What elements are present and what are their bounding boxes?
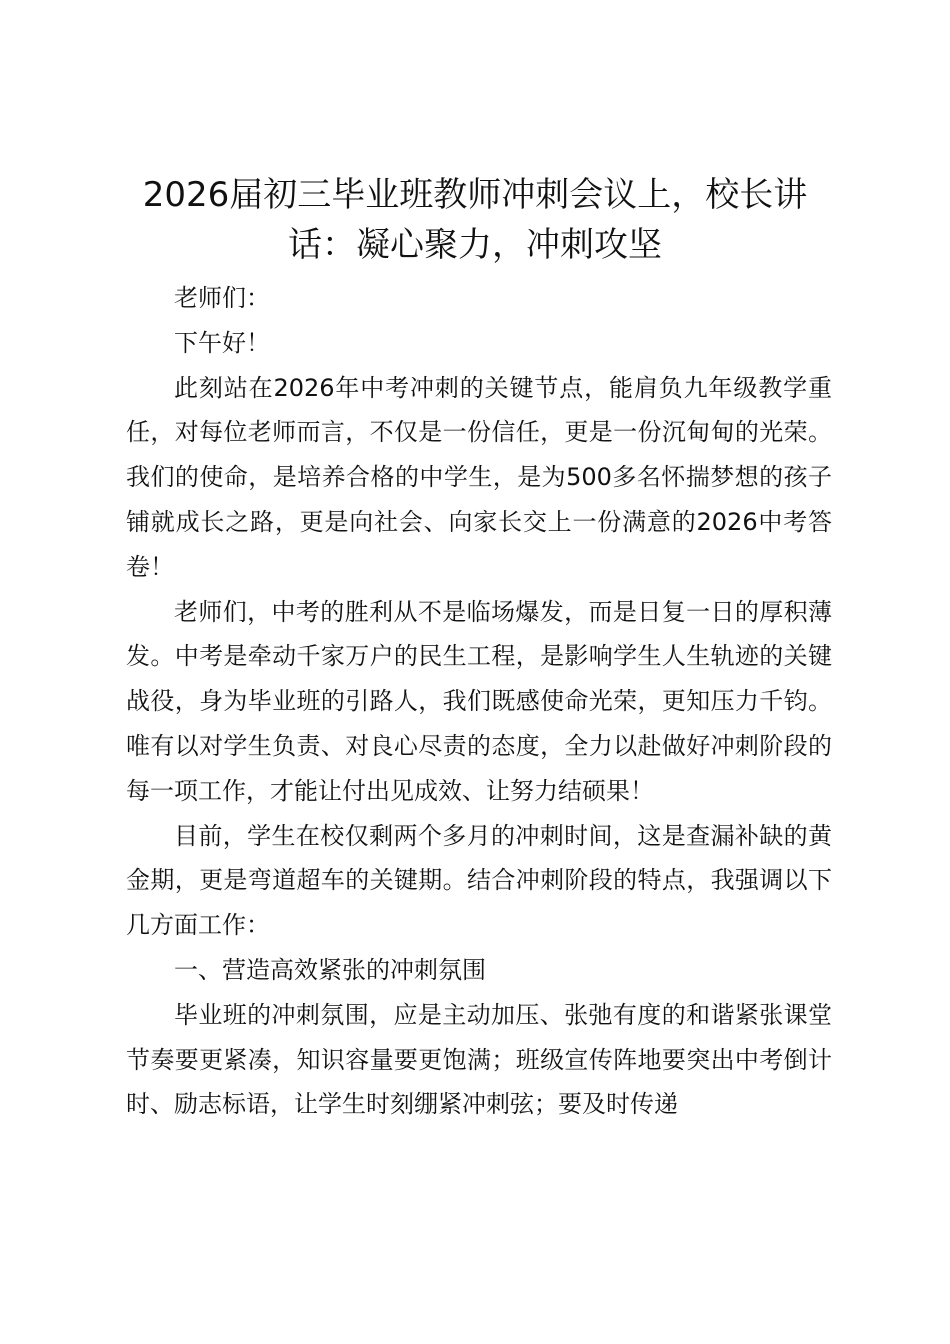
paragraph: 毕业班的冲刺氛围，应是主动加压、张弛有度的和谐紧张课堂节奏要更紧凑，知识容量要更饱满；班级宣传阵地要突出中考倒计时、励志标语，让学生时刻绷紧冲刺弦；要及时传递 [126, 1000, 832, 1119]
salutation: 老师们： [174, 284, 270, 312]
document-body [126, 276, 832, 1127]
paragraph: 此刻站在2026年中考冲刺的关键节点，能肩负九年级教学重任，对每位老师而言，不仅是一份信任，更是一份沉甸甸的光荣。我们的使命，是培养合格的中学生，是为500多名怀揣梦想的孩子铺就成长之路，更是向社会、向家长交上一份满意的2026中考答卷！ [126, 373, 832, 581]
paragraph: 目前，学生在校仅剩两个多月的冲刺时间，这是查漏补缺的黄金期，更是弯道超车的关键期。结合冲刺阶段的特点，我强调以下几方面工作： [126, 821, 832, 940]
document-title: 2026届初三毕业班教师冲刺会议上，校长讲话：凝心聚力，冲刺攻坚 [142, 175, 808, 265]
paragraph: 老师们，中考的胜利从不是临场爆发，而是日复一日的厚积薄发。中考是牵动千家万户的民生工程，是影响学生人生轨迹的关键战役，身为毕业班的引路人，我们既感使命光荣，更知压力千钧。唯有以对学生负责、对良心尽责的态度，全力以赴做好冲刺阶段的每一项工作，才能让付出见成效、让努力结硕果！ [126, 597, 832, 805]
section-heading: 一、营造高效紧张的冲刺氛围 [174, 955, 486, 984]
greeting: 下午好！ [174, 328, 270, 357]
